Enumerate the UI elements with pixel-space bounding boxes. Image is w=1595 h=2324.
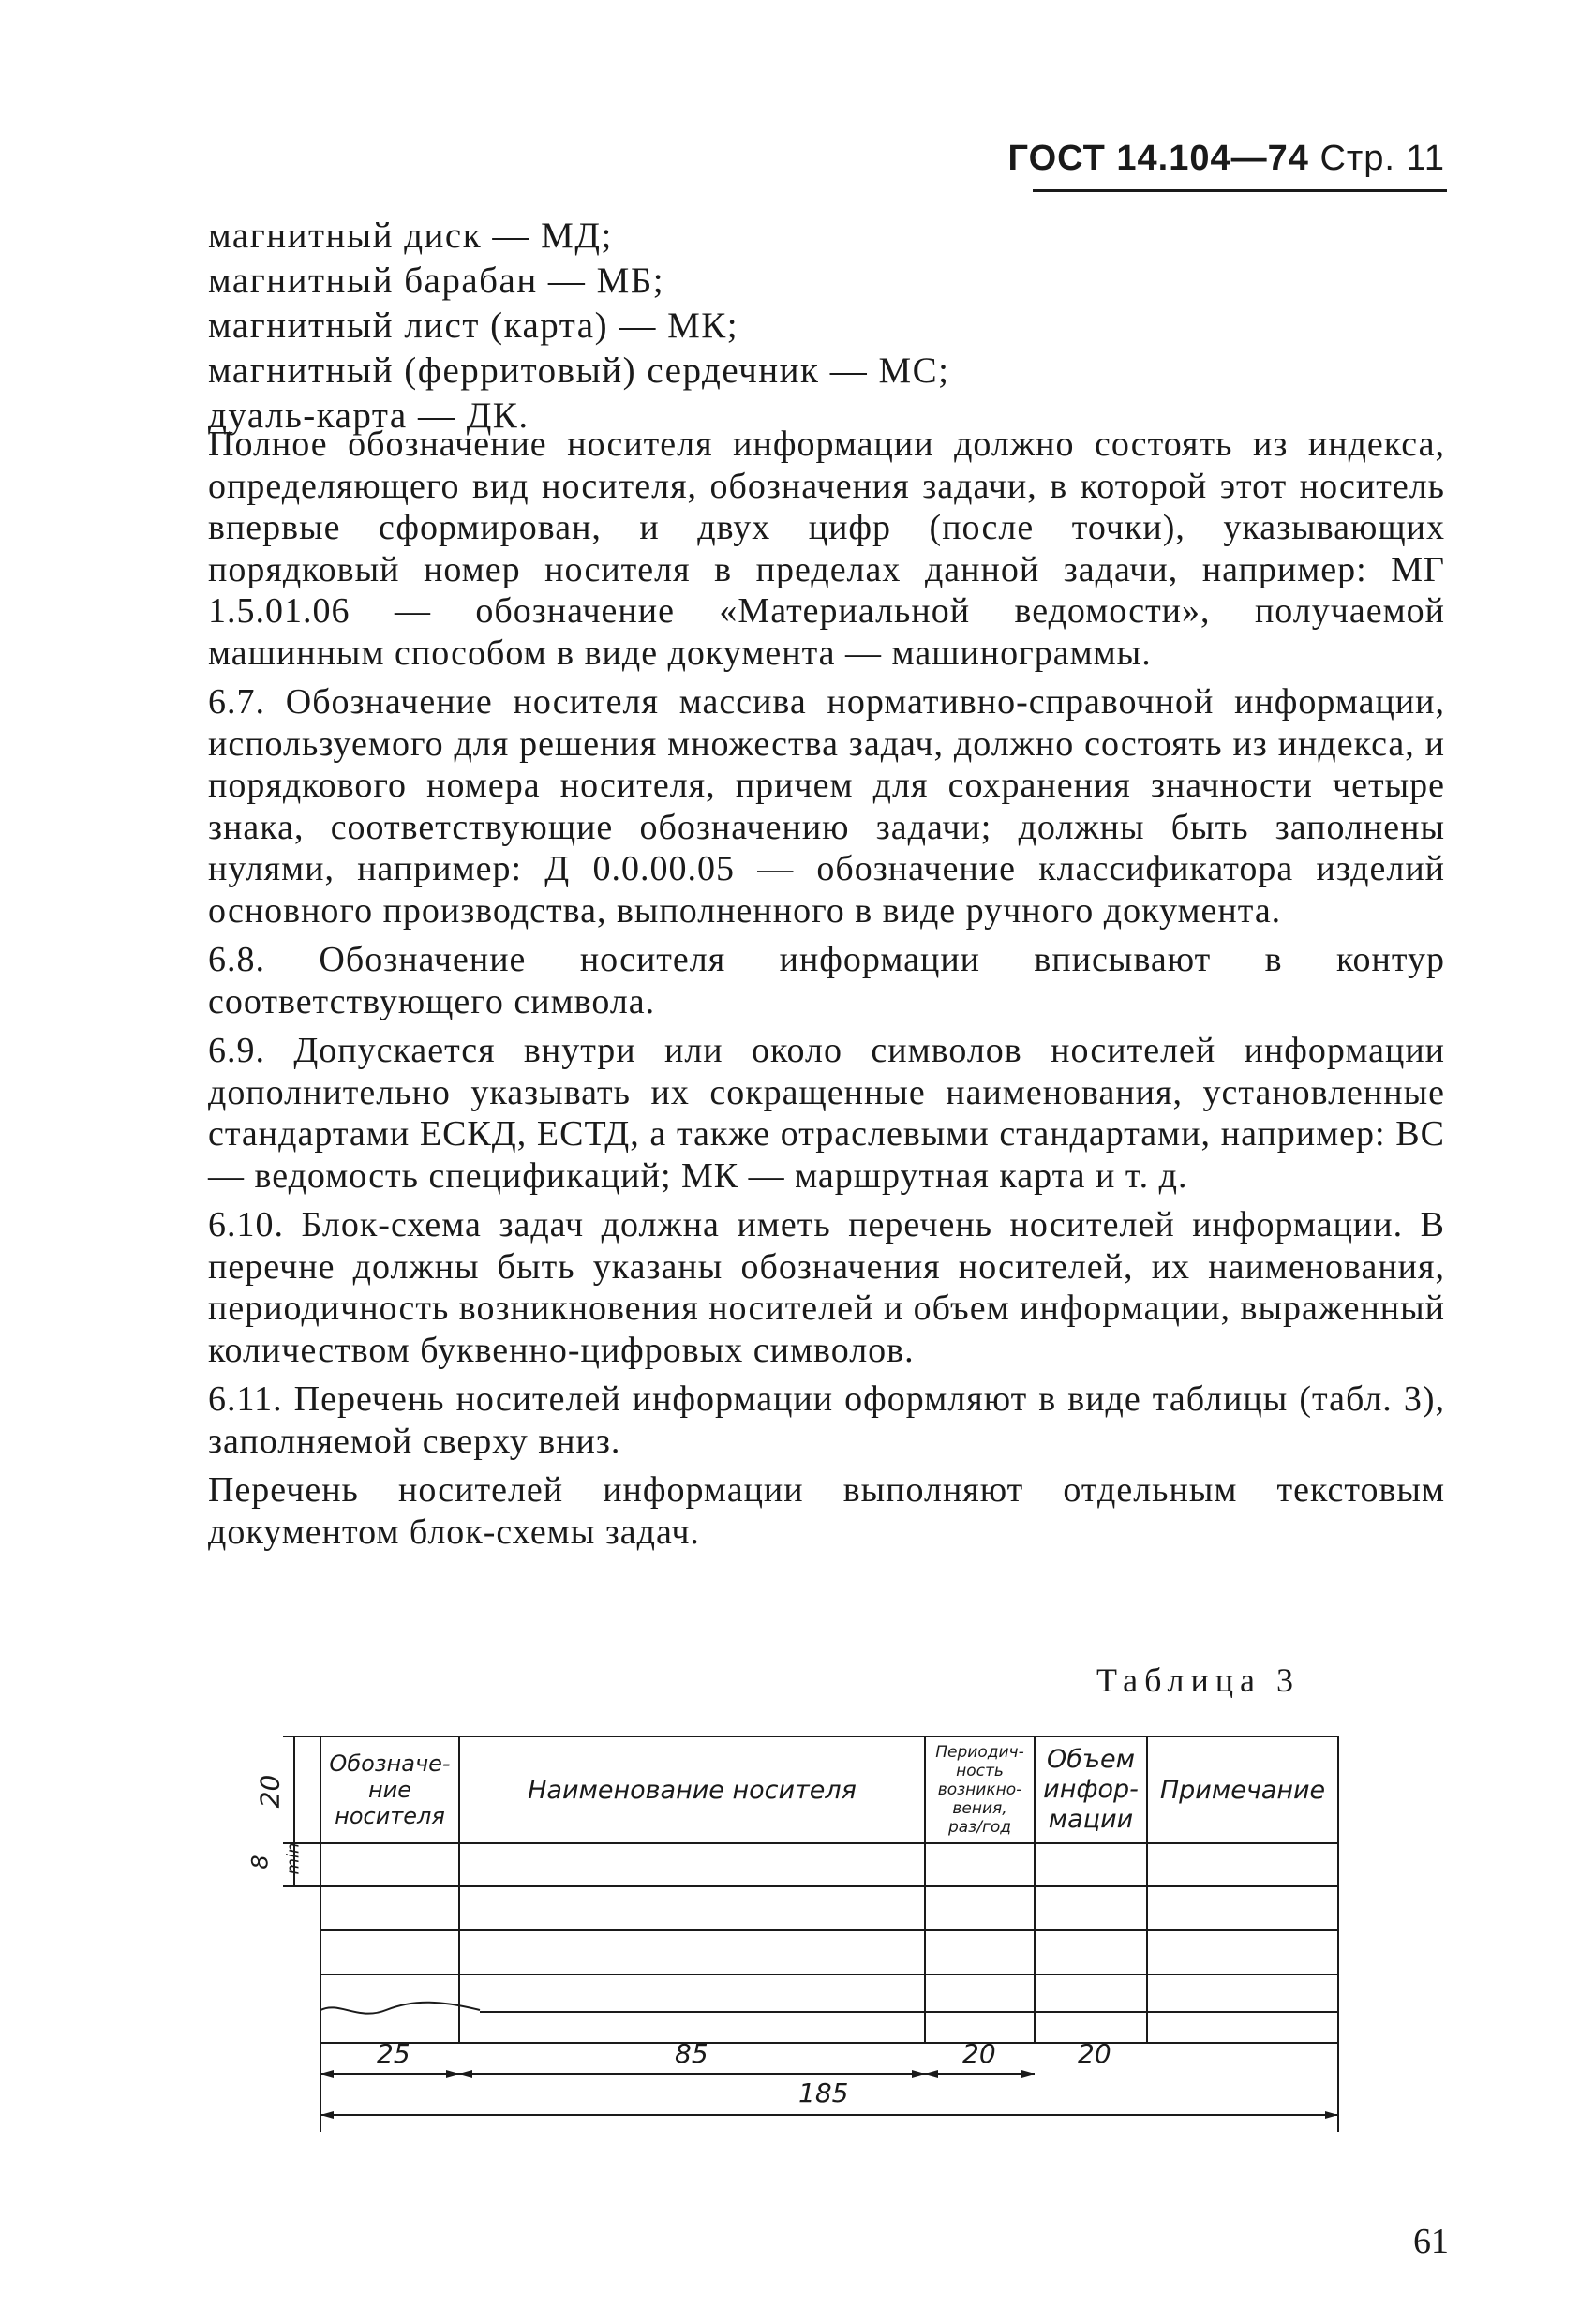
header-line: Обозначе- [329,1750,451,1777]
paragraph: 6.11. Перечень носителей информации оформляют в виде таблицы (табл. 3), заполняемой сверху вниз. [208,1379,1445,1461]
dim-col4: 20 [1078,2038,1111,2069]
header-line: мации [1048,1805,1134,1834]
header-line: носителя [335,1803,445,1829]
header-periodicity [925,1736,1035,1843]
list-item: магнитный (ферритовый) сердечник — МС; [208,350,950,391]
body-text [208,424,1445,1560]
paragraph: 6.9. Допускается внутри или около символов носителей информации дополнительно указывать их сокращенные наименования, установленные стандартами ЕСКД, ЕСТД, а также отраслевыми стандартами, например: ВС — ведомость спецификаций; МК — маршрутная карта и т. д. [208,1031,1445,1196]
header-line: инфор- [1043,1775,1139,1804]
dim-total: 185 [798,2078,849,2108]
header-line: Периодич- [935,1743,1024,1762]
header-line: возникно- [937,1780,1022,1799]
dim-header-height: 20 [254,1774,286,1809]
page-header [1008,139,1445,179]
header-note [1147,1736,1338,1843]
table-drawing [236,1729,1417,2132]
paragraph: 6.10. Блок-схема задач должна иметь перечень носителей информации. В перечне должны быть указаны обозначения носителей, их наименования, периодичность возникновения носителей и объем информации, выраженный количеством буквенно-цифровых символов. [208,1205,1445,1370]
table-caption: Таблица 3 [1096,1661,1300,1699]
list-item: дуаль-карта — ДК. [208,395,529,436]
header-line: Объем [1047,1745,1135,1774]
dim-row-height: 8 [246,1855,274,1870]
header-line: ность [956,1762,1004,1780]
header-line: Примечание [1159,1775,1326,1805]
header-rule [1033,189,1447,192]
header-line: вения, [952,1799,1007,1818]
paragraph: Перечень носителей информации выполняют отдельным текстовым документом блок-схемы задач. [208,1470,1445,1552]
dim-row-unit: min [283,1842,304,1875]
header-line: раз/год [947,1818,1012,1837]
paragraph: 6.8. Обозначение носителя информации вписывают в контур соответствующего символа. [208,940,1445,1021]
header-name [459,1736,925,1843]
dim-col3: 20 [962,2038,996,2069]
list-item: магнитный барабан — МБ; [208,261,665,301]
page-number: 61 [1413,2222,1449,2261]
dim-col1: 25 [377,2038,410,2069]
page-label: Стр. 11 [1319,139,1445,178]
paragraph: Полное обозначение носителя информации должно состоять из индекса, определяющего вид носителя, обозначения задачи, в которой этот носитель впервые сформирован, и двух цифр (после точки), указывающих порядковый номер носителя в пределах данной задачи, например: МГ 1.5.01.06 — обозначение «Материальной ведомости», получаемой машинным способом в виде документа — машинограммы. [208,425,1445,673]
header-line: Наименование носителя [528,1775,857,1805]
standard-number: ГОСТ 14.104—74 [1007,139,1309,178]
dim-col2: 85 [675,2038,708,2069]
paragraph: 6.7. Обозначение носителя массива нормативно-справочной информации, используемого для решения множества задач, должно состоять из индекса, и порядкового номера носителя, причем для сохранения значности четыре знака, соответствующие обозначению задачи; должны быть заполнены нулями, например: Д 0.0.00.05 — обозначение классификатора изделий основного производства, выполненного в виде ручного документа. [208,682,1445,931]
list-item: магнитный диск — МД; [208,216,613,256]
header-volume [1035,1736,1147,1843]
list-item: магнитный лист (карта) — МК; [208,305,739,346]
header-line: ние [367,1777,412,1803]
medium-list [208,214,1454,439]
header-designation [320,1736,459,1843]
